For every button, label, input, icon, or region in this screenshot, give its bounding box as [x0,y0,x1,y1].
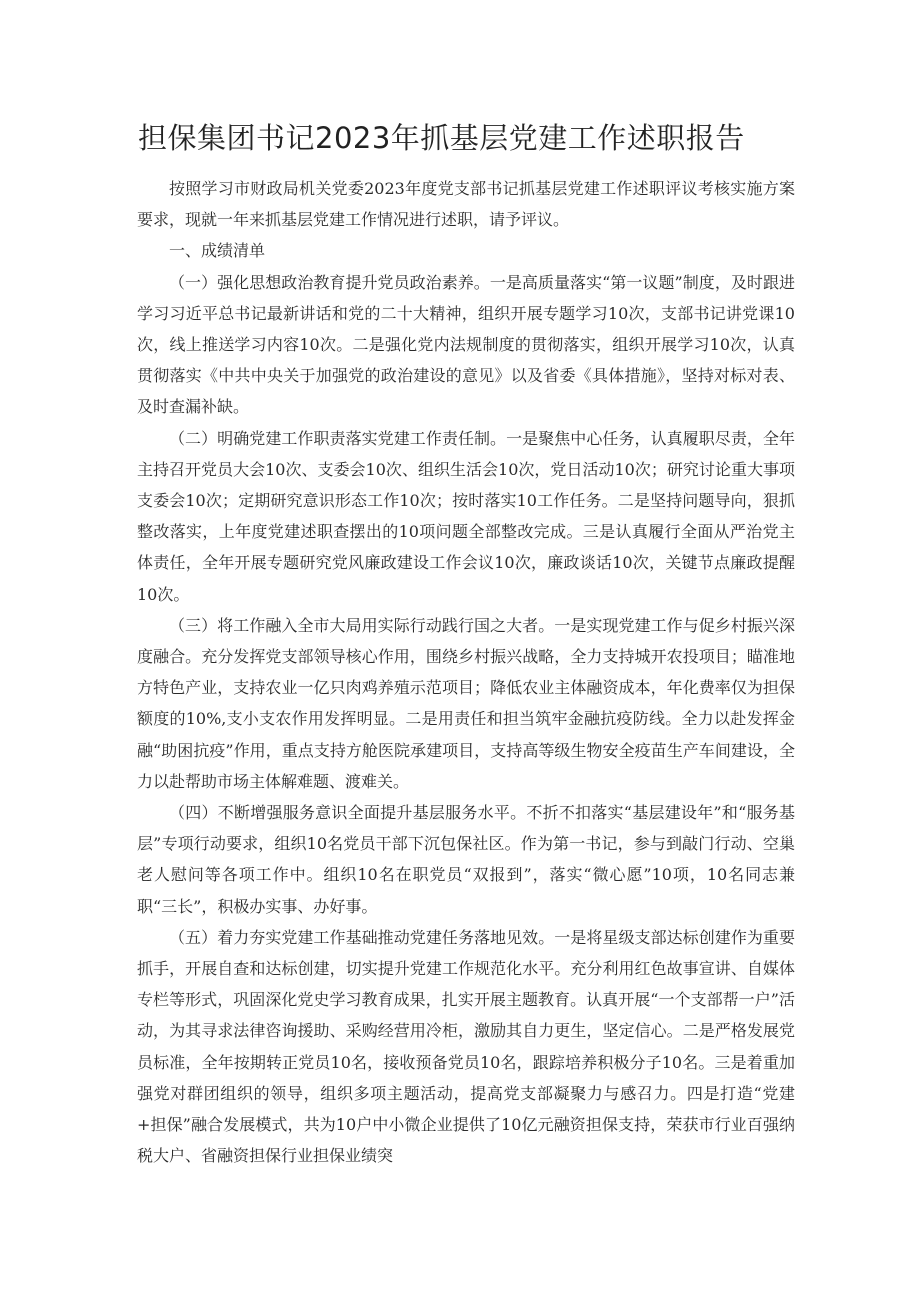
document-body [137,173,795,1172]
paragraph-2: （二）明确党建工作职责落实党建工作责任制。一是聚焦中心任务，认真履职尽责，全年主持召开党员大会10次、支委会10次、组织生活会10次，党日活动10次；研究讨论重大事项支委会10次；定期研究意识形态工作10次；按时落实10工作任务。二是坚持问题导向，狠抓整改落实，上年度党建述职查摆出的10项问题全部整改完成。三是认真履行全面从严治党主体责任，全年开展专题研究党风廉政建设工作会议10次，廉政谈话10次，关键节点廉政提醒10次。 [137,428,795,604]
paragraph-5: （五）着力夯实党建工作基础推动党建任务落地见效。一是将星级支部达标创建作为重要抓手，开展自查和达标创建，切实提升党建工作规范化水平。充分利用红色故事宣讲、自媒体专栏等形式，巩固深化党史学习教育成果，扎实开展主题教育。认真开展“一个支部帮一户”活动，为其寻求法律咨询援助、采购经营用冷柜，激励其自力更生，坚定信心。二是严格发展党员标准，全年按期转正党员10名，接收预备党员10名，跟踪培养积极分子10名。三是着重加强党对群团组织的领导，组织多项主题活动，提高党支部凝聚力与感召力。四是打造“党建+担保”融合发展模式，共为10户中小微企业提供了10亿元融资担保支持，荣获市行业百强纳税大户、省融资担保行业担保业绩突 [137,927,795,1166]
paragraph-1: （一）强化思想政治教育提升党员政治素养。一是高质量落实“第一议题”制度，及时跟进学习习近平总书记最新讲话和党的二十大精神，组织开展专题学习10次，支部书记讲党课10次，线上推送学习内容10次。二是强化党内法规制度的贯彻落实，组织开展学习10次，认真贯彻落实《中共中央关于加强党的政治建设的意见》以及省委《具体措施》，坚持对标对表、及时查漏补缺。 [137,272,795,417]
paragraph-4: （四）不断增强服务意识全面提升基层服务水平。不折不扣落实“基层建设年”和“服务基层”专项行动要求，组织10名党员干部下沉包保社区。作为第一书记，参与到敲门行动、空巢老人慰问等各项工作中。组织10名在职党员“双报到”，落实“微心愿”10项，10名同志兼职“三长”，积极办实事、办好事。 [137,803,795,916]
paragraph-3: （三）将工作融入全市大局用实际行动践行国之大者。一是实现党建工作与促乡村振兴深度融合。充分发挥党支部领导核心作用，围绕乡村振兴战略，全力支持城开农投项目；瞄准地方特色产业，支持农业一亿只肉鸡养殖示范项目；降低农业主体融资成本，年化费率仅为担保额度的10%,支小支农作用发挥明显。二是用责任和担当筑牢金融抗疫防线。全力以赴发挥金融“助困抗疫”作用，重点支持方舱医院承建项目，支持高等级生物安全疫苗生产车间建设，全力以赴帮助市场主体解难题、渡难关。 [137,615,795,791]
intro-paragraph: 按照学习市财政局机关党委2023年度党支部书记抓基层党建工作述职评议考核实施方案要求，现就一年来抓基层党建工作情况进行述职，请予评议。 [137,179,795,230]
document-title: 担保集团书记2023年抓基层党建工作述职报告 [138,121,745,155]
section-heading: 一、成绩清单 [169,241,266,261]
